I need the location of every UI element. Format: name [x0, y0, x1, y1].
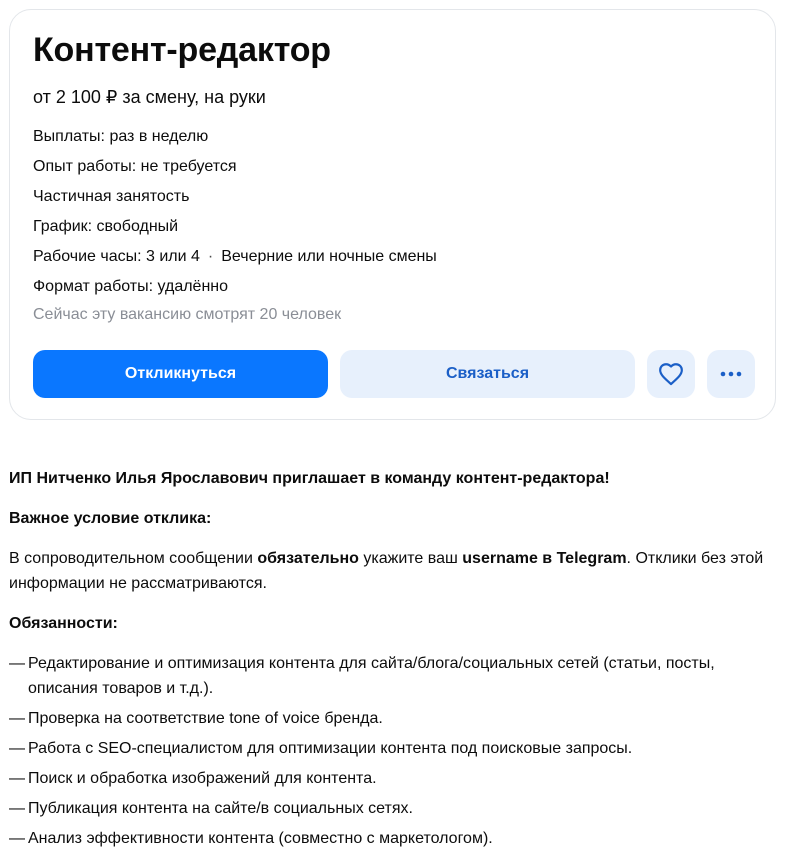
list-item	[9, 706, 779, 731]
list-item-text: Работа с SEO-специалистом для оптимизации контента под поисковые запросы.	[28, 740, 633, 757]
list-item-text: Редактирование и оптимизация контента для сайта/блога/социальных сетей (статьи, посты, описания товаров и т.д.).	[28, 655, 715, 697]
list-bullet: —	[9, 740, 25, 757]
duties-heading: Обязанности:	[9, 615, 118, 632]
fact-employment: Частичная занятость	[33, 188, 190, 205]
list-item	[9, 736, 779, 761]
fact-hours	[33, 242, 437, 272]
list-bullet: —	[9, 710, 25, 727]
heart-icon	[658, 362, 684, 386]
list-bullet: —	[9, 830, 25, 847]
condition-heading: Важное условие отклика:	[9, 510, 212, 527]
vacancy-facts	[33, 122, 437, 302]
list-item-text: Анализ эффективности контента (совместно с маркетологом).	[28, 830, 493, 847]
list-item	[9, 826, 779, 851]
fact-format: Формат работы: удалённо	[33, 278, 229, 295]
more-dots-icon	[720, 371, 742, 377]
list-bullet: —	[9, 655, 25, 672]
fact-experience: Опыт работы: не требуется	[33, 158, 237, 175]
list-item-text: Поиск и обработка изображений для контента.	[28, 770, 377, 787]
fact-hours-separator: ·	[207, 248, 214, 265]
respond-button[interactable]: Откликнуться	[33, 350, 328, 398]
condition-text	[9, 546, 779, 596]
condition-text-part: В сопроводительном сообщении	[9, 550, 258, 567]
viewers-count: Сейчас эту вакансию смотрят 20 человек	[33, 306, 342, 323]
condition-text-bold: обязательно	[257, 550, 359, 567]
list-bullet: —	[9, 770, 25, 787]
vacancy-card	[9, 9, 776, 420]
condition-text-bold: username в Telegram	[462, 550, 627, 567]
duties-list	[9, 651, 779, 851]
description-intro: ИП Нитченко Илья Ярославович приглашает в команду контент-редактора!	[9, 470, 610, 487]
list-item	[9, 796, 779, 821]
favorite-button[interactable]	[647, 350, 695, 398]
fact-hours-value: Рабочие часы: 3 или 4	[33, 248, 200, 265]
condition-text-part: . Отклики без этой информации не рассматриваются.	[9, 550, 764, 592]
vacancy-description	[9, 466, 779, 856]
contact-button[interactable]: Связаться	[340, 350, 635, 398]
fact-shifts: Вечерние или ночные смены	[221, 248, 437, 265]
list-bullet: —	[9, 800, 25, 817]
list-item-text: Проверка на соответствие tone of voice бренда.	[28, 710, 383, 727]
vacancy-title: Контент-редактор	[33, 31, 331, 69]
fact-schedule: График: свободный	[33, 218, 179, 235]
fact-payouts: Выплаты: раз в неделю	[33, 128, 209, 145]
more-button[interactable]	[707, 350, 755, 398]
list-item-text: Публикация контента на сайте/в социальных сетях.	[28, 800, 413, 817]
list-item	[9, 651, 779, 701]
condition-text-part: укажите ваш	[358, 550, 463, 567]
list-item	[9, 766, 779, 791]
salary: от 2 100 ₽ за смену, на руки	[33, 87, 266, 107]
